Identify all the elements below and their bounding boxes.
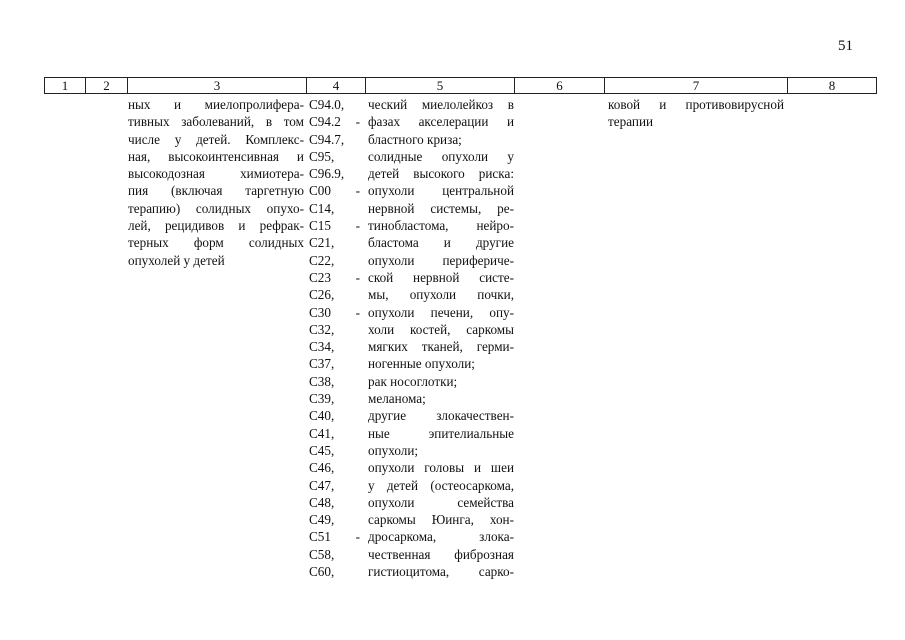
icd-code: C00	[309, 183, 331, 199]
header-cell-8: 8	[828, 78, 836, 93]
icd-code-line	[309, 390, 360, 407]
text-line: ная, высокоинтенсивная и	[128, 148, 304, 164]
text-line: терных форм солидных	[128, 235, 304, 251]
icd-code: C94.0,	[309, 97, 345, 112]
icd-code: C23	[309, 269, 331, 285]
icd-code-line	[309, 200, 360, 217]
icd-code-line	[309, 511, 360, 528]
icd-code-line	[309, 148, 360, 165]
range-dash: -	[355, 529, 360, 545]
text-line: ногенные опухоли;	[368, 356, 475, 372]
icd-code-line	[309, 286, 360, 303]
text-line: мягких тканей, герми-	[368, 339, 514, 355]
icd-code-line	[309, 269, 360, 286]
icd-code-line	[309, 442, 360, 459]
text-line: ческий миелолейкоз в	[368, 97, 514, 112]
icd-code-line	[309, 113, 360, 130]
header-cell-1: 1	[61, 78, 69, 93]
text-line: опухоли;	[368, 442, 419, 458]
icd-code-line	[309, 407, 360, 424]
icd-code-line	[309, 563, 360, 580]
header-cell-2: 2	[103, 78, 110, 93]
text-line: высокодозная химиотера-	[128, 166, 304, 182]
text-line: саркомы Юинга, хон-	[368, 512, 514, 528]
text-line: опухоли центральной	[368, 183, 514, 199]
icd-code: C15	[309, 218, 331, 234]
icd-code: C45,	[309, 442, 335, 458]
text-line: детей высокого риска:	[368, 166, 514, 182]
icd-code: C22,	[309, 252, 335, 268]
icd-code-line	[309, 217, 360, 234]
icd-code-line	[309, 494, 360, 511]
text-line: дросаркома, злока-	[368, 529, 514, 545]
text-line: опухоли головы и шеи	[368, 460, 514, 476]
icd-code: C38,	[309, 373, 335, 389]
icd-code: C47,	[309, 477, 335, 493]
icd-code-line	[309, 355, 360, 372]
icd-code-line	[309, 477, 360, 494]
header-cell-7: 7	[692, 78, 700, 93]
text-line: рак носоглотки;	[368, 373, 458, 389]
range-dash: -	[355, 183, 360, 199]
icd-code: C14,	[309, 200, 335, 216]
text-line: другие злокачествен-	[368, 408, 514, 424]
text-line: солидные опухоли у	[368, 148, 514, 164]
icd-code-line	[309, 459, 360, 476]
text-line: тивных заболеваний, в том	[128, 114, 304, 130]
icd-code: C94.7,	[309, 131, 345, 147]
icd-code-line	[309, 165, 360, 182]
icd-code-line	[309, 304, 360, 321]
text-line: опухоли семейства	[368, 494, 514, 510]
icd-code-line	[309, 252, 360, 269]
text-line: терапию) солидных опухо-	[128, 200, 304, 216]
icd-code: C39,	[309, 391, 335, 407]
range-dash: -	[355, 269, 360, 285]
icd-code: C30	[309, 304, 331, 320]
icd-code: C51	[309, 529, 331, 545]
icd-code-line	[309, 321, 360, 338]
text-line: гистиоцитома, сарко-	[368, 564, 514, 580]
header-cell-6: 6	[556, 78, 563, 93]
icd-code: C49,	[309, 512, 335, 528]
icd-code: C48,	[309, 494, 335, 510]
text-line: опухоли перифериче-	[368, 252, 514, 268]
page-number: 51	[838, 38, 853, 54]
text-line: опухолей у детей	[128, 252, 225, 268]
icd-code-line	[309, 373, 360, 390]
text-line: меланома;	[368, 391, 426, 407]
icd-code: C37,	[309, 356, 335, 372]
column-7-text	[608, 96, 784, 131]
text-line: ных и миелопролифера-	[128, 97, 304, 112]
range-dash: -	[355, 218, 360, 234]
range-dash: -	[355, 304, 360, 320]
text-line: пия (включая таргетную	[128, 183, 304, 199]
text-line: ные эпителиальные	[368, 425, 514, 441]
icd-code: C94.2	[309, 114, 341, 130]
icd-code-line	[309, 182, 360, 199]
icd-code: C21,	[309, 235, 335, 251]
range-dash: -	[355, 114, 360, 130]
icd-code: C32,	[309, 321, 335, 337]
column-3-text	[128, 96, 304, 269]
text-line: мы, опухоли почки,	[368, 287, 514, 303]
text-line: ковой и противовирусной	[608, 97, 784, 112]
table-header-row	[44, 77, 877, 94]
icd-code: C34,	[309, 339, 335, 355]
text-line: нервной системы, ре-	[368, 200, 514, 216]
text-line: бластома и другие	[368, 235, 514, 251]
icd-code: C40,	[309, 408, 335, 424]
text-line: у детей (остеосаркома,	[368, 477, 514, 493]
text-line: бластного криза;	[368, 131, 462, 147]
header-cell-3: 3	[213, 78, 221, 93]
text-line: чественная фиброзная	[368, 546, 514, 562]
icd-code-line	[309, 234, 360, 251]
icd-code: C46,	[309, 460, 335, 476]
icd-code: C96.9,	[309, 166, 345, 182]
header-cell-5: 5	[436, 78, 444, 93]
icd-code: C41,	[309, 425, 335, 441]
icd-code-line	[309, 338, 360, 355]
icd-code: C60,	[309, 564, 335, 580]
column-5-text	[368, 96, 514, 580]
text-line: холи костей, саркомы	[368, 321, 514, 337]
text-line: тинобластома, нейро-	[368, 218, 514, 234]
icd-code-line	[309, 96, 360, 113]
header-cell-4: 4	[332, 78, 340, 93]
icd-code: C58,	[309, 546, 335, 562]
icd-code-line	[309, 425, 360, 442]
column-4-codes	[309, 96, 360, 580]
text-line: лей, рецидивов и рефрак-	[128, 218, 304, 234]
icd-code-line	[309, 528, 360, 545]
text-line: ской нервной систе-	[368, 269, 514, 285]
icd-code: C95,	[309, 148, 335, 164]
text-line: терапии	[608, 114, 654, 130]
text-line: опухоли печени, опу-	[368, 304, 514, 320]
icd-code-line	[309, 131, 360, 148]
text-line: фазах акселерации и	[368, 114, 514, 130]
icd-code-line	[309, 546, 360, 563]
text-line: числе у детей. Комплекс-	[128, 131, 304, 147]
icd-code: C26,	[309, 287, 335, 303]
